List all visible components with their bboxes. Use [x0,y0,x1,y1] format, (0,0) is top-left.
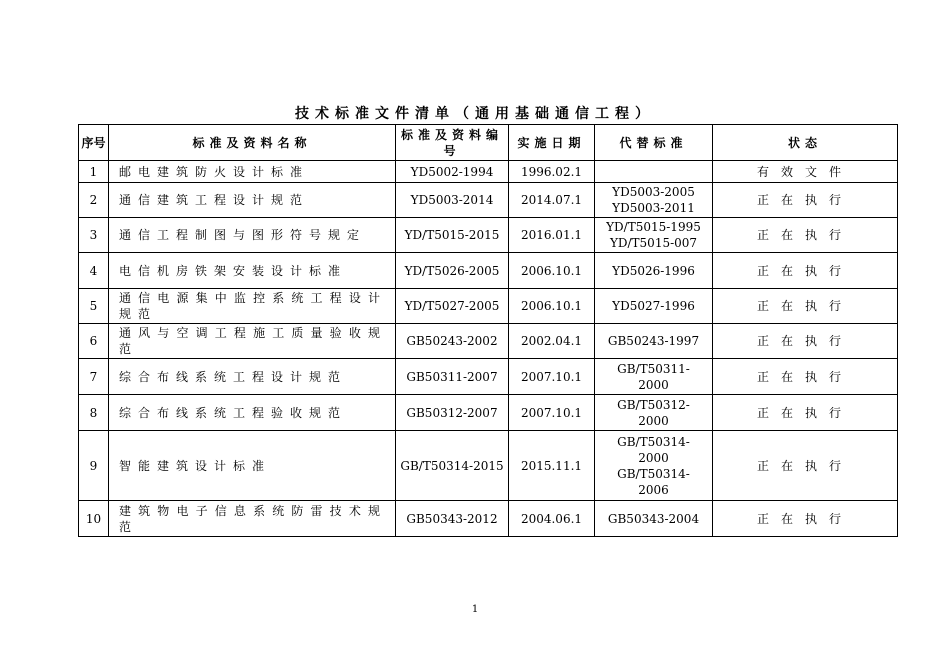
cell-status: 正在执行 [713,218,898,253]
header-status: 状态 [713,125,898,161]
table-row [79,324,898,359]
page-number: 1 [471,604,479,615]
cell-code: YD/T5015-2015 [396,218,509,253]
header-code: 标准及资料编号 [396,125,509,161]
cell-date: 2007.10.1 [509,395,595,431]
cell-replaces [595,324,713,359]
replaced-standard: 2006 [638,482,669,497]
cell-replaces [595,253,713,289]
replaced-standard: GB50343-2004 [607,511,700,526]
table-row [79,501,898,537]
cell-code: YD/T5027-2005 [396,289,509,324]
cell-name: 通信电源集中监控系统工程设计规范 [109,289,396,324]
table-row [79,431,898,501]
table-row [79,359,898,395]
replaced-standard: GB/T50314- [617,434,690,449]
cell-name: 智能建筑设计标准 [109,431,396,501]
cell-name: 通信建筑工程设计规范 [109,183,396,218]
cell-code: YD5003-2014 [396,183,509,218]
cell-date: 2004.06.1 [509,501,595,537]
replaced-standard: YD5003-2005 [612,185,695,199]
standards-table [78,124,898,537]
cell-no: 6 [79,324,109,359]
cell-date: 2014.07.1 [509,183,595,218]
table-header-row [79,125,898,161]
document-title: 技术标准文件清单（通用基础通信工程） [295,106,655,122]
cell-name: 通风与空调工程施工质量验收规范 [109,324,396,359]
cell-name: 电信机房铁架安装设计标准 [109,253,396,289]
cell-code: YD/T5026-2005 [396,253,509,289]
replaced-standard: GB/T50314- [617,466,690,481]
replaced-standard: 2000 [638,413,669,428]
table-row [79,161,898,183]
cell-date: 2007.10.1 [509,359,595,395]
cell-code: GB50312-2007 [396,395,509,431]
replaced-standard: YD/T5015-1995 [606,220,701,234]
cell-status: 有效文件 [713,161,898,183]
header-name: 标准及资料名称 [109,125,396,161]
cell-replaces [595,501,713,537]
replaced-standard: YD5003-2011 [612,201,695,215]
cell-date: 2016.01.1 [509,218,595,253]
cell-date: 2002.04.1 [509,324,595,359]
table-row [79,289,898,324]
cell-no: 5 [79,289,109,324]
cell-no: 9 [79,431,109,501]
cell-code: YD5002-1994 [396,161,509,183]
cell-replaces [595,431,713,501]
cell-no: 4 [79,253,109,289]
replaced-standard: YD5027-1996 [612,299,695,313]
table-body [79,161,898,537]
cell-date: 2006.10.1 [509,289,595,324]
cell-status: 正在执行 [713,359,898,395]
cell-status: 正在执行 [713,395,898,431]
cell-status: 正在执行 [713,253,898,289]
table-row [79,218,898,253]
cell-replaces [595,218,713,253]
replaced-standard: 2000 [638,377,669,392]
cell-name: 综合布线系统工程验收规范 [109,395,396,431]
cell-replaces [595,359,713,395]
cell-code: GB/T50314-2015 [396,431,509,501]
cell-replaces [595,183,713,218]
cell-replaces [595,161,713,183]
table-row [79,183,898,218]
cell-no: 8 [79,395,109,431]
cell-no: 3 [79,218,109,253]
cell-date: 2015.11.1 [509,431,595,501]
cell-no: 1 [79,161,109,183]
cell-name: 通信工程制图与图形符号规定 [109,218,396,253]
replaced-standard: GB/T50312- [617,397,690,412]
cell-replaces [595,289,713,324]
cell-code: GB50311-2007 [396,359,509,395]
cell-no: 7 [79,359,109,395]
cell-no: 10 [79,501,109,537]
table-row [79,395,898,431]
replaced-standard: 2000 [638,450,669,465]
cell-status: 正在执行 [713,289,898,324]
table-row [79,253,898,289]
cell-status: 正在执行 [713,324,898,359]
cell-date: 2006.10.1 [509,253,595,289]
header-date: 实施日期 [509,125,595,161]
header-replaces: 代替标准 [595,125,713,161]
cell-name: 综合布线系统工程设计规范 [109,359,396,395]
cell-code: GB50343-2012 [396,501,509,537]
cell-status: 正在执行 [713,501,898,537]
replaced-standard: GB/T50311- [617,361,690,376]
replaced-standard: YD5026-1996 [612,263,695,278]
replaced-standard: GB50243-1997 [607,334,700,348]
cell-date: 1996.02.1 [509,161,595,183]
replaced-standard: YD/T5015-007 [609,236,698,250]
cell-name: 邮电建筑防火设计标准 [109,161,396,183]
cell-name: 建筑物电子信息系统防雷技术规范 [109,501,396,537]
header-no: 序号 [79,125,109,161]
cell-replaces [595,395,713,431]
cell-code: GB50243-2002 [396,324,509,359]
cell-status: 正在执行 [713,183,898,218]
cell-status: 正在执行 [713,431,898,501]
cell-no: 2 [79,183,109,218]
